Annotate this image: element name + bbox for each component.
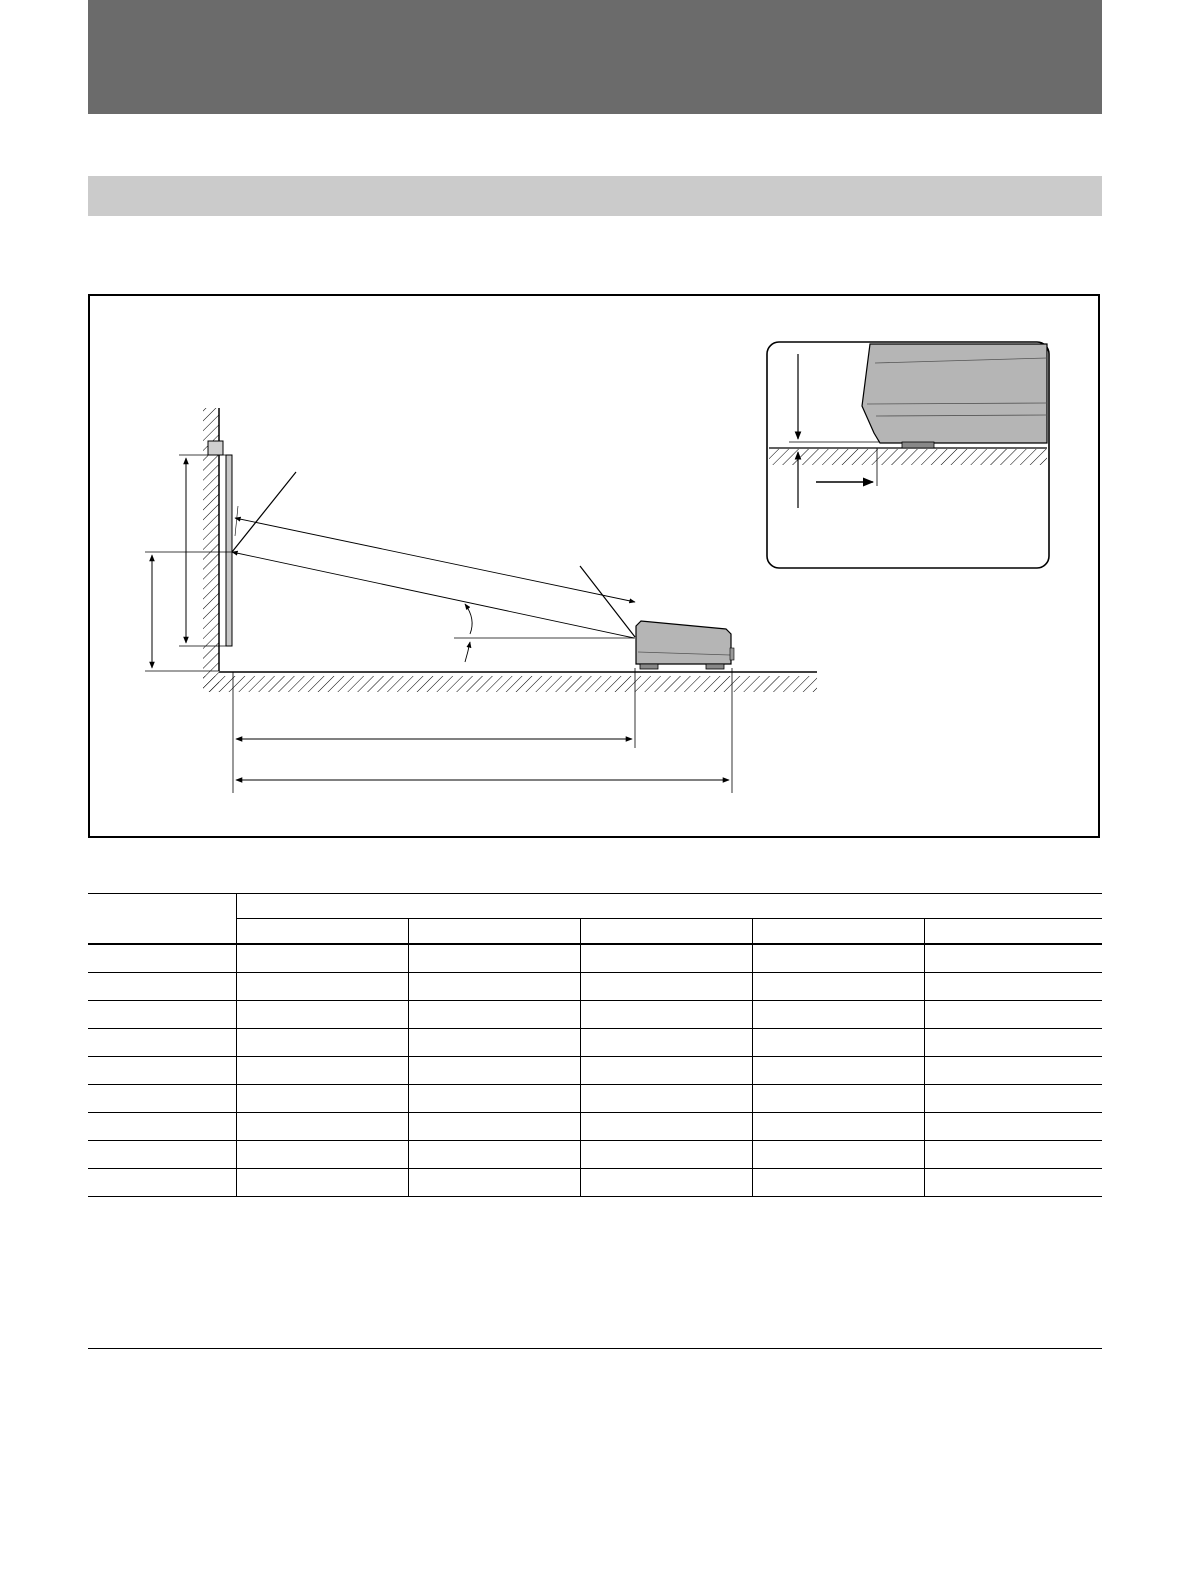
table-subheader-row (88, 919, 1102, 945)
subheader-cell (924, 919, 1102, 945)
table-cell (752, 1141, 924, 1169)
table-cell (236, 973, 408, 1001)
table-row (88, 1113, 1102, 1141)
table-cell (88, 973, 236, 1001)
table-cell (752, 1001, 924, 1029)
table-cell (924, 944, 1102, 973)
table-cell (752, 973, 924, 1001)
subheader-cell (408, 919, 580, 945)
specification-table (88, 893, 1102, 1197)
projector-side-view (636, 621, 734, 669)
table-cell (408, 1141, 580, 1169)
row-header-cell (88, 894, 236, 945)
table-cell (924, 1057, 1102, 1085)
table-cell (580, 1141, 752, 1169)
table-header-row (88, 894, 1102, 919)
table-cell (88, 1057, 236, 1085)
table-cell (408, 1085, 580, 1113)
table-cell (236, 1029, 408, 1057)
table-cell (924, 1141, 1102, 1169)
table-cell (580, 944, 752, 973)
table-row (88, 1169, 1102, 1197)
table-cell (408, 1057, 580, 1085)
table-cell (752, 944, 924, 973)
table-row (88, 1029, 1102, 1057)
table-row (88, 1085, 1102, 1113)
table-cell (236, 1085, 408, 1113)
table-row (88, 1001, 1102, 1029)
table-cell (752, 1113, 924, 1141)
table-cell (752, 1085, 924, 1113)
inset-detail (767, 342, 1049, 568)
table-cell (236, 1141, 408, 1169)
table-cell (924, 1029, 1102, 1057)
table-cell (88, 1141, 236, 1169)
tilt-angle-indicator (454, 604, 635, 662)
table-cell (408, 1029, 580, 1057)
table-cell (408, 973, 580, 1001)
table-cell (924, 1001, 1102, 1029)
table-cell (88, 944, 236, 973)
table-cell (236, 944, 408, 973)
table-cell (88, 1001, 236, 1029)
table-cell (408, 1113, 580, 1141)
table-row (88, 1057, 1102, 1085)
table-cell (580, 1001, 752, 1029)
floor (203, 672, 817, 692)
footer-rule (88, 1348, 1102, 1349)
table-cell (88, 1113, 236, 1141)
table-cell (924, 1169, 1102, 1197)
installation-diagram-box (88, 294, 1100, 838)
table-cell (580, 1085, 752, 1113)
table-cell (752, 1029, 924, 1057)
table-cell (580, 1169, 752, 1197)
table-cell (924, 1085, 1102, 1113)
table-cell (408, 944, 580, 973)
column-group-header (236, 894, 1102, 919)
section-header-bar (88, 176, 1102, 216)
table-cell (580, 1057, 752, 1085)
subheader-cell (752, 919, 924, 945)
table-row (88, 944, 1102, 973)
table-cell (752, 1057, 924, 1085)
table-row (88, 1141, 1102, 1169)
subheader-cell (580, 919, 752, 945)
table-cell (924, 973, 1102, 1001)
table-cell (580, 973, 752, 1001)
table-cell (408, 1001, 580, 1029)
projection-lines (232, 472, 635, 638)
table-cell (236, 1169, 408, 1197)
table-cell (236, 1057, 408, 1085)
installation-diagram (90, 296, 1102, 840)
table-cell (236, 1001, 408, 1029)
table-cell (580, 1113, 752, 1141)
table-cell (236, 1113, 408, 1141)
table-cell (88, 1029, 236, 1057)
table-row (88, 973, 1102, 1001)
table-cell (408, 1169, 580, 1197)
table-cell (580, 1029, 752, 1057)
table-cell (88, 1169, 236, 1197)
table-cell (752, 1169, 924, 1197)
subheader-cell (236, 919, 408, 945)
table-cell (88, 1085, 236, 1113)
table-cell (924, 1113, 1102, 1141)
chapter-header-bar (88, 0, 1102, 114)
